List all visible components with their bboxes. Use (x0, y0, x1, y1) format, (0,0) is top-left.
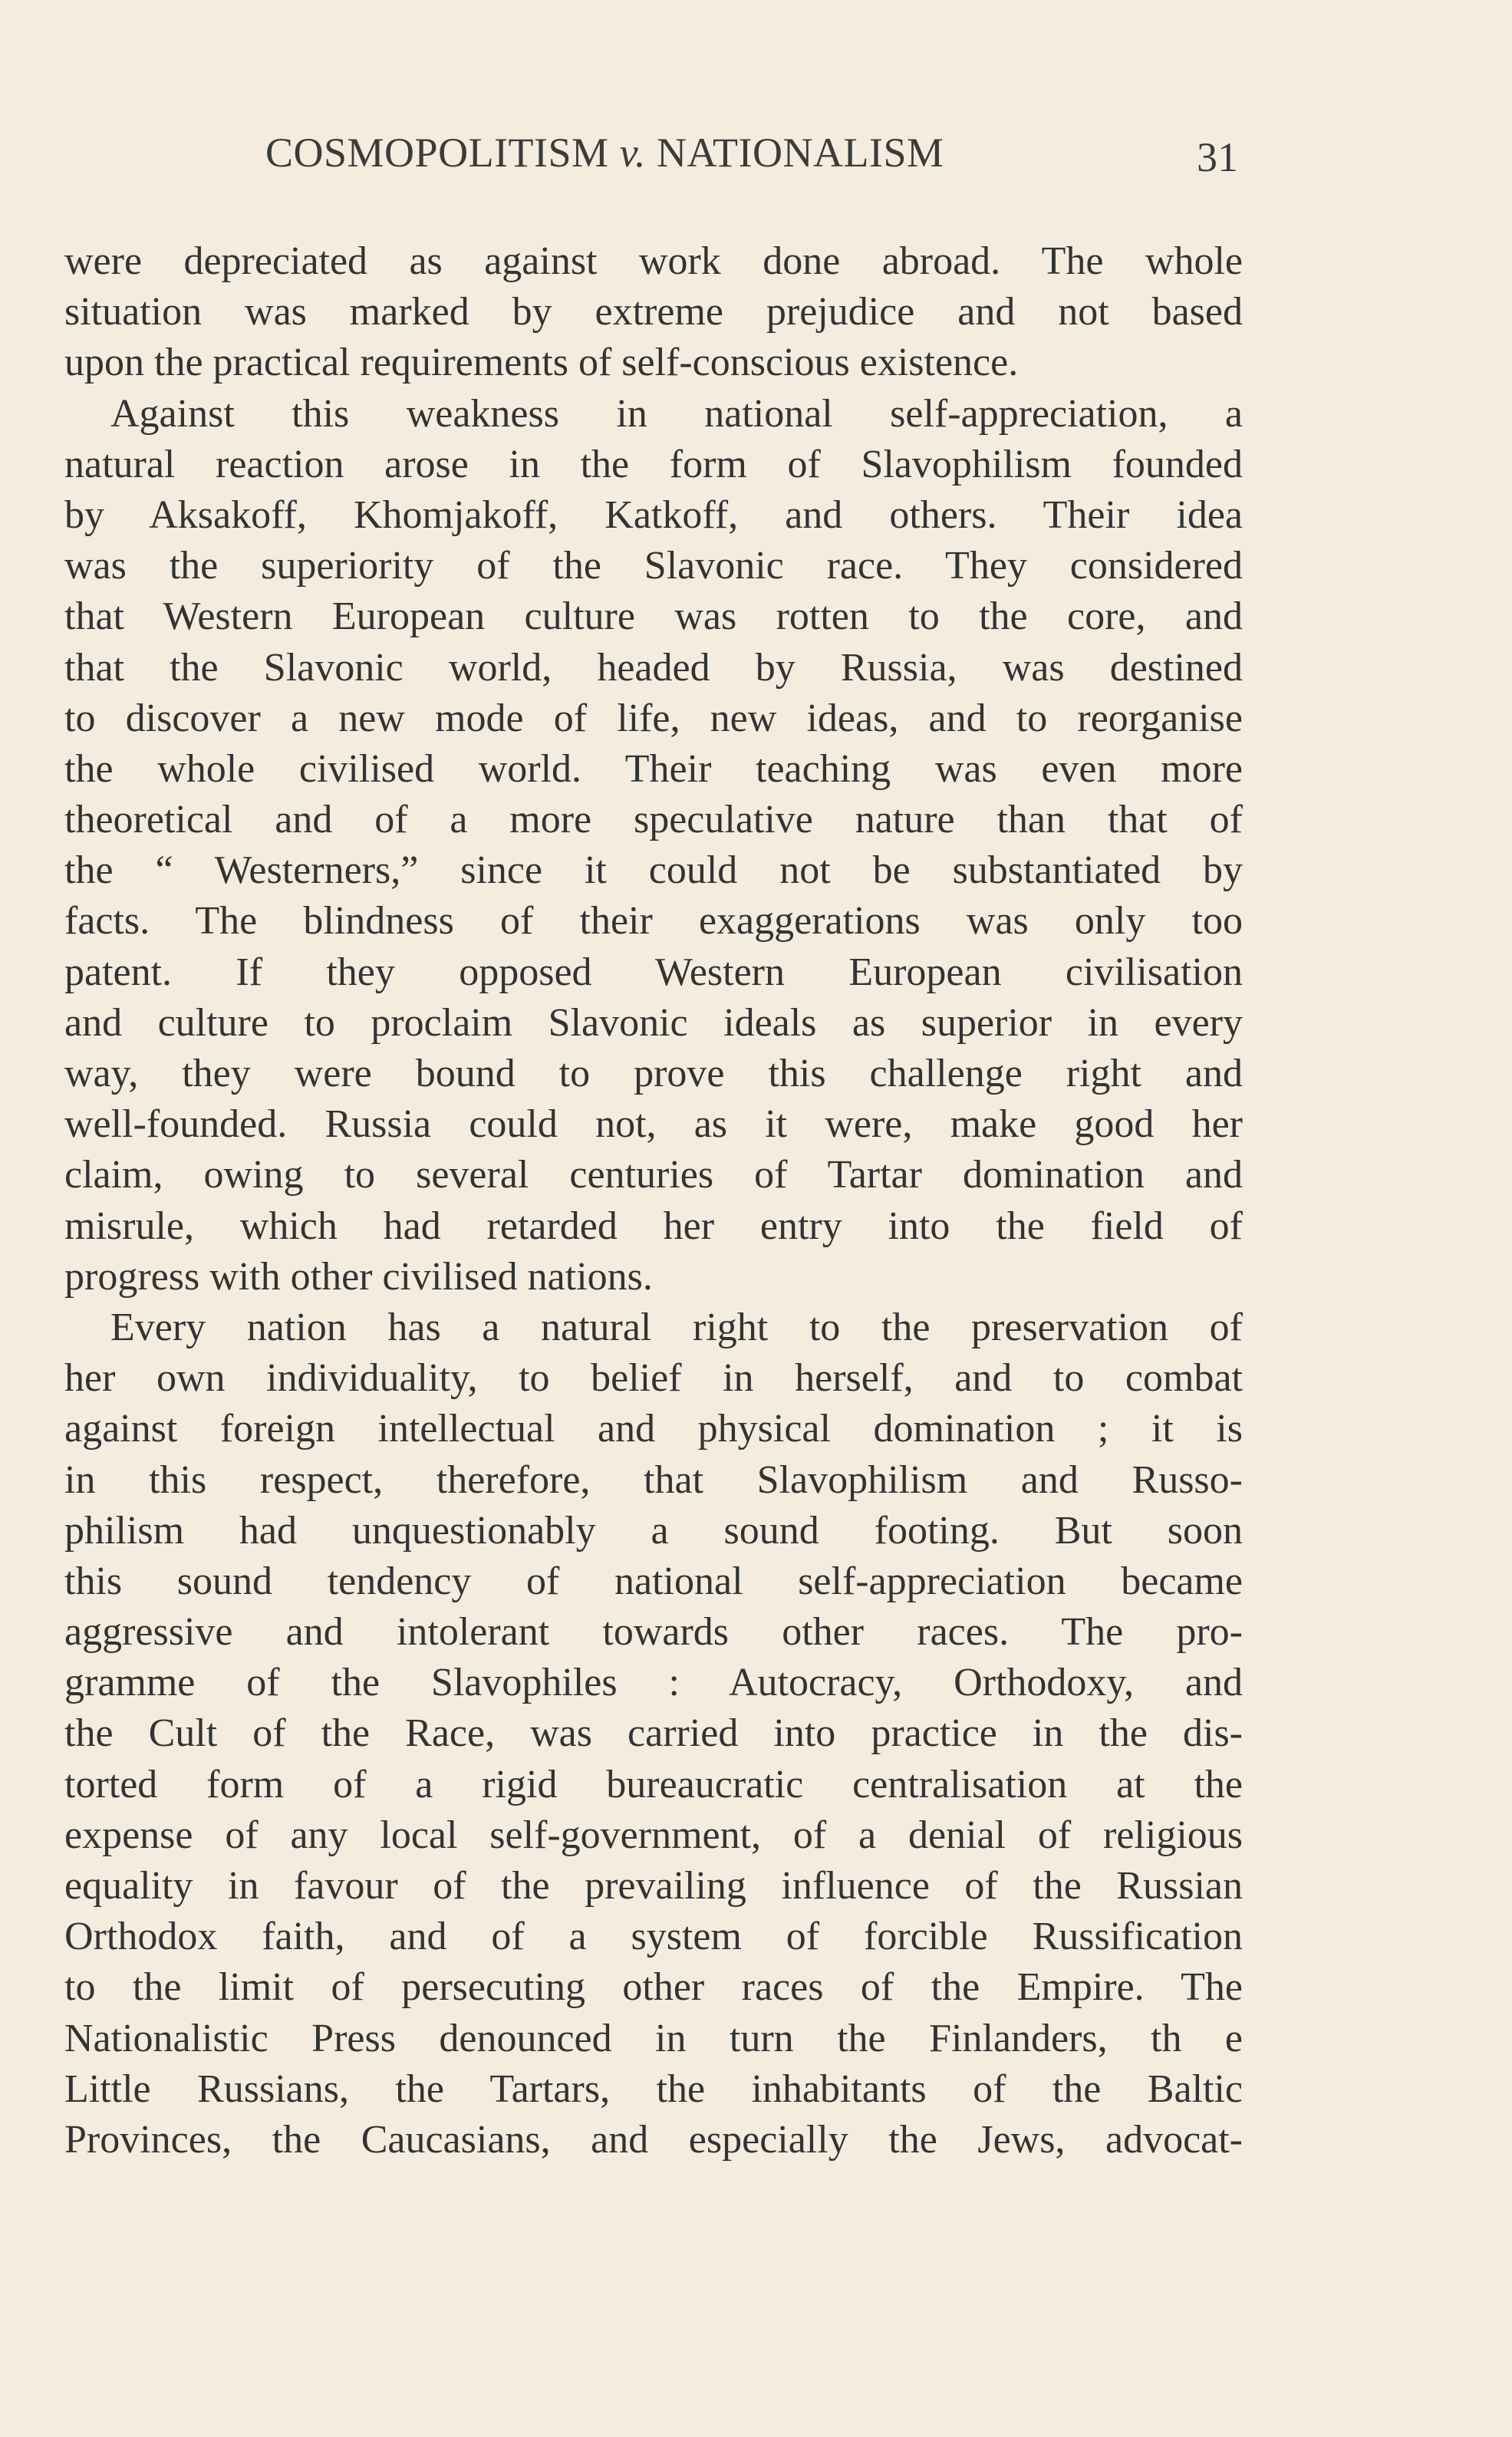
text-line: patent. If they opposed Western European civilisation (64, 950, 1243, 994)
text-line: upon the practical requirements of self-conscious existence. (64, 341, 1019, 385)
text-line: aggressive and intolerant towards other races. The pro- (64, 1610, 1243, 1655)
paragraph (64, 389, 1243, 1302)
text-line: natural reaction arose in the form of Slavophilism founded (64, 442, 1243, 486)
running-head (64, 129, 1238, 198)
text-line: torted form of a rigid bureaucratic centralisation at the (64, 1762, 1243, 1806)
text-line: theoretical and of a more speculative nature than that of (64, 798, 1243, 842)
text-line: philism had unquestionably a sound footing. But soon (64, 1508, 1243, 1553)
running-title (265, 129, 944, 176)
text-line: Little Russians, the Tartars, the inhabitants of the Baltic (64, 2067, 1243, 2111)
text-line: misrule, which had retarded her entry into the field of (64, 1204, 1243, 1248)
text-line: this sound tendency of national self-appreciation became (64, 1559, 1243, 1603)
text-line: Every nation has a natural right to the preservation of (110, 1305, 1243, 1349)
text-line: Nationalistic Press denounced in turn the Finlanders, th e (64, 2016, 1243, 2060)
text-line: the Cult of the Race, was carried into practice in the dis- (64, 1711, 1243, 1756)
paragraph (64, 236, 1243, 389)
text-line: by Aksakoff, Khomjakoff, Katkoff, and others. Their idea (64, 492, 1243, 537)
text-line: situation was marked by extreme prejudice and not based (64, 290, 1243, 334)
text-line: that Western European culture was rotten to the core, and (64, 594, 1243, 639)
text-line: were depreciated as against work done abroad. The whole (64, 239, 1243, 283)
text-line: equality in favour of the prevailing influence of the Russian (64, 1864, 1243, 1908)
text-line: her own individuality, to belief in herself, and to combat (64, 1356, 1243, 1401)
text-line: progress with other civilised nations. (64, 1254, 653, 1299)
text-line: was the superiority of the Slavonic race. They considered (64, 544, 1243, 588)
text-line: Orthodox faith, and of a system of forcible Russification (64, 1915, 1243, 1959)
body-text (64, 236, 1243, 2165)
text-line: claim, owing to several centuries of Tartar domination and (64, 1153, 1243, 1197)
text-line: way, they were bound to prove this challenge right and (64, 1052, 1243, 1095)
text-line: Against this weakness in national self-appreciation, a (110, 391, 1243, 436)
text-line: to the limit of persecuting other races of the Empire. The (64, 1965, 1243, 2010)
text-line: against foreign intellectual and physical domination ; it is (64, 1407, 1243, 1451)
text-line: gramme of the Slavophiles : Autocracy, Orthodoxy, and (64, 1661, 1243, 1705)
text-line: and culture to proclaim Slavonic ideals as superior in every (64, 1000, 1243, 1045)
text-line: expense of any local self-government, of a denial of religious (64, 1813, 1243, 1857)
text-line: the “ Westerners,” since it could not be substantiated by (64, 848, 1243, 893)
running-title-part2: NATIONALISM (646, 130, 944, 176)
text-line: the whole civilised world. Their teaching was even more (64, 746, 1243, 791)
text-line: Provinces, the Caucasians, and especially the Jews, advocat- (64, 2117, 1243, 2162)
text-line: that the Slavonic world, headed by Russia, was destined (64, 645, 1243, 690)
text-line: in this respect, therefore, that Slavophilism and Russo- (64, 1457, 1243, 1502)
text-line: well-founded. Russia could not, as it were, make good her (64, 1102, 1243, 1147)
page-number: 31 (1197, 134, 1238, 180)
paragraph (64, 1302, 1243, 2165)
text-line: to discover a new mode of life, new ideas, and to reorganise (64, 696, 1243, 740)
running-title-italic: v. (619, 130, 647, 176)
text-line: facts. The blindness of their exaggerations was only too (64, 899, 1243, 944)
running-title-part1: COSMOPOLITISM (265, 130, 620, 176)
